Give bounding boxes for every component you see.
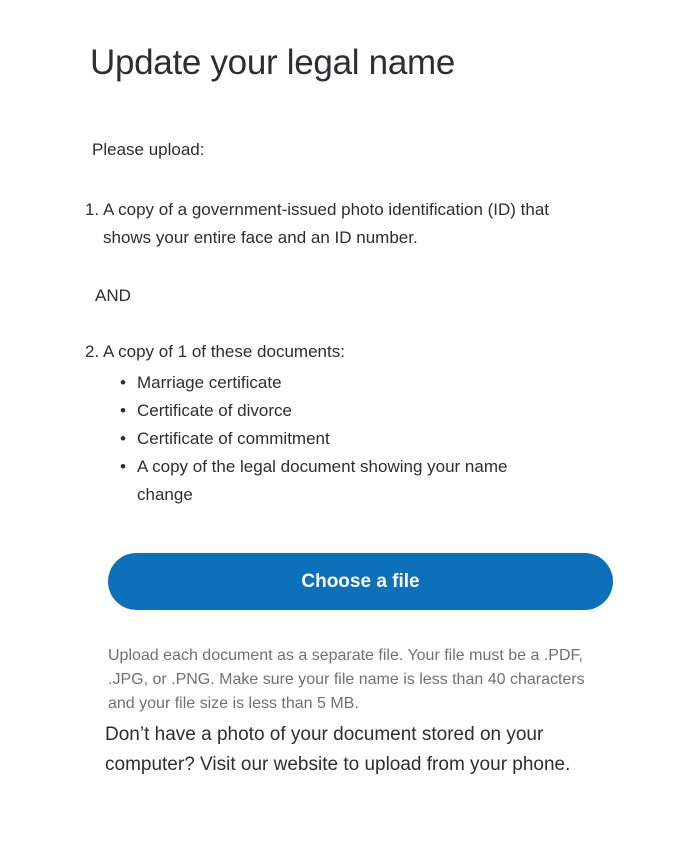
and-connector: AND xyxy=(95,286,131,305)
update-legal-name-page xyxy=(0,42,675,866)
list-item xyxy=(120,369,675,397)
page-title: Update your legal name xyxy=(90,43,456,82)
file-requirements-note: Upload each document as a separate file. Your file must be a .PDF, .JPG, or .PNG. Make sure your file name is less than 40 characters and your file size is less than 5 MB. xyxy=(108,647,585,712)
bullet-icon: • xyxy=(120,429,126,448)
bullet-icon: • xyxy=(120,401,126,420)
bullet-icon: • xyxy=(120,457,126,476)
list-item xyxy=(120,453,675,509)
choose-file-button[interactable]: Choose a file xyxy=(108,553,613,610)
item-2-number: 2. xyxy=(85,342,100,361)
item-2-text: A copy of 1 of these documents: xyxy=(103,342,345,361)
bullet-icon: • xyxy=(120,373,126,392)
requirement-item-1 xyxy=(85,196,675,252)
list-item xyxy=(120,425,675,453)
upload-instructions-intro: Please upload: xyxy=(92,140,205,159)
phone-upload-note: Don’t have a photo of your document stored on your computer? Visit our website to upload from your phone. xyxy=(105,724,571,775)
bullet-text: Certificate of commitment xyxy=(137,429,330,448)
document-options-list xyxy=(120,369,675,509)
item-1-number: 1. xyxy=(85,200,100,219)
bullet-text: Certificate of divorce xyxy=(137,401,292,420)
list-item xyxy=(120,397,675,425)
item-1-text: A copy of a government-issued photo identification (ID) that shows your entire face and an ID number. xyxy=(103,200,550,247)
bullet-text: A copy of the legal document showing your name change xyxy=(137,457,508,504)
bullet-text: Marriage certificate xyxy=(137,373,282,392)
requirement-item-2 xyxy=(85,338,675,366)
